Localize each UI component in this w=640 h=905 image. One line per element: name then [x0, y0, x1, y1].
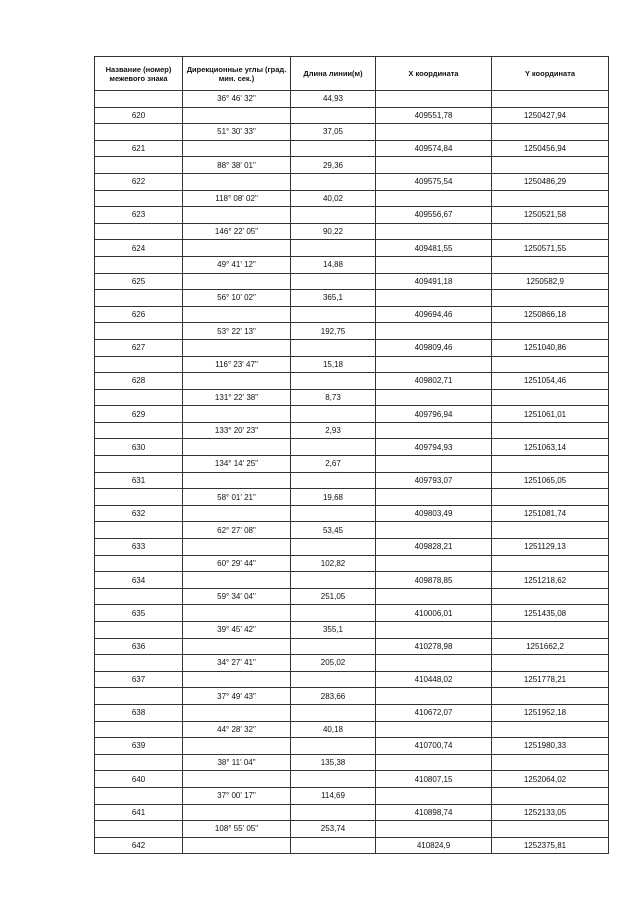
line-length-cell: 2,93: [291, 422, 376, 439]
line-length-cell: 53,45: [291, 522, 376, 539]
mark-name-cell: 622: [95, 173, 183, 190]
segment-row: [95, 323, 609, 340]
empty-cell: [183, 273, 291, 290]
header-mark-name: Название (номер) межевого знака: [95, 57, 183, 91]
direction-angle-cell: 59° 34' 04": [183, 588, 291, 605]
empty-cell: [492, 356, 609, 373]
empty-cell: [492, 489, 609, 506]
direction-angle-cell: 108° 55' 05": [183, 821, 291, 838]
segment-row: [95, 787, 609, 804]
x-coordinate-cell: 410898,74: [376, 804, 492, 821]
line-length-cell: 355,1: [291, 622, 376, 639]
empty-cell: [183, 373, 291, 390]
y-coordinate-cell: 1251063,14: [492, 439, 609, 456]
line-length-cell: 251,05: [291, 588, 376, 605]
empty-cell: [95, 124, 183, 141]
x-coordinate-cell: 409794,93: [376, 439, 492, 456]
point-row: [95, 240, 609, 257]
mark-name-cell: 640: [95, 771, 183, 788]
header-y-coordinate: Y координата: [492, 57, 609, 91]
empty-cell: [183, 671, 291, 688]
empty-cell: [183, 439, 291, 456]
point-row: [95, 837, 609, 854]
point-row: [95, 406, 609, 423]
x-coordinate-cell: 410672,07: [376, 704, 492, 721]
empty-cell: [291, 240, 376, 257]
empty-cell: [291, 837, 376, 854]
empty-cell: [492, 588, 609, 605]
x-coordinate-cell: 410700,74: [376, 738, 492, 755]
empty-cell: [291, 704, 376, 721]
direction-angle-cell: 39° 45' 42": [183, 622, 291, 639]
boundary-marks-table: [94, 56, 609, 854]
x-coordinate-cell: 410006,01: [376, 605, 492, 622]
segment-row: [95, 721, 609, 738]
direction-angle-cell: 116° 23' 47": [183, 356, 291, 373]
x-coordinate-cell: 409491,18: [376, 273, 492, 290]
point-row: [95, 472, 609, 489]
empty-cell: [492, 456, 609, 473]
empty-cell: [95, 787, 183, 804]
empty-cell: [492, 655, 609, 672]
empty-cell: [183, 704, 291, 721]
empty-cell: [492, 422, 609, 439]
mark-name-cell: 636: [95, 638, 183, 655]
x-coordinate-cell: 409796,94: [376, 406, 492, 423]
empty-cell: [183, 107, 291, 124]
empty-cell: [291, 771, 376, 788]
line-length-cell: 8,73: [291, 389, 376, 406]
y-coordinate-cell: 1251040,86: [492, 339, 609, 356]
direction-angle-cell: 60° 29' 44": [183, 555, 291, 572]
empty-cell: [95, 622, 183, 639]
x-coordinate-cell: 410448,02: [376, 671, 492, 688]
empty-cell: [492, 555, 609, 572]
empty-cell: [291, 439, 376, 456]
mark-name-cell: 630: [95, 439, 183, 456]
empty-cell: [376, 157, 492, 174]
empty-cell: [291, 505, 376, 522]
empty-cell: [291, 306, 376, 323]
point-row: [95, 539, 609, 556]
empty-cell: [183, 638, 291, 655]
empty-cell: [291, 339, 376, 356]
line-length-cell: 40,18: [291, 721, 376, 738]
point-row: [95, 173, 609, 190]
empty-cell: [95, 422, 183, 439]
y-coordinate-cell: 1251778,21: [492, 671, 609, 688]
line-length-cell: 37,05: [291, 124, 376, 141]
empty-cell: [183, 140, 291, 157]
empty-cell: [492, 223, 609, 240]
direction-angle-cell: 118° 08' 02": [183, 190, 291, 207]
x-coordinate-cell: 409802,71: [376, 373, 492, 390]
empty-cell: [376, 555, 492, 572]
y-coordinate-cell: 1251218,62: [492, 572, 609, 589]
y-coordinate-cell: 1251952,18: [492, 704, 609, 721]
empty-cell: [376, 290, 492, 307]
empty-cell: [376, 91, 492, 108]
x-coordinate-cell: 409793,07: [376, 472, 492, 489]
empty-cell: [376, 622, 492, 639]
x-coordinate-cell: 409575,54: [376, 173, 492, 190]
direction-angle-cell: 51° 30' 33": [183, 124, 291, 141]
direction-angle-cell: 38° 11' 04": [183, 754, 291, 771]
segment-row: [95, 91, 609, 108]
y-coordinate-cell: 1251081,74: [492, 505, 609, 522]
mark-name-cell: 631: [95, 472, 183, 489]
x-coordinate-cell: 409556,67: [376, 207, 492, 224]
empty-cell: [376, 754, 492, 771]
x-coordinate-cell: 409828,21: [376, 539, 492, 556]
empty-cell: [376, 721, 492, 738]
mark-name-cell: 635: [95, 605, 183, 622]
mark-name-cell: 621: [95, 140, 183, 157]
mark-name-cell: 639: [95, 738, 183, 755]
empty-cell: [376, 787, 492, 804]
empty-cell: [291, 638, 376, 655]
line-length-cell: 205,02: [291, 655, 376, 672]
segment-row: [95, 489, 609, 506]
empty-cell: [183, 240, 291, 257]
empty-cell: [183, 472, 291, 489]
empty-cell: [291, 273, 376, 290]
y-coordinate-cell: 1250427,94: [492, 107, 609, 124]
empty-cell: [376, 688, 492, 705]
point-row: [95, 505, 609, 522]
line-length-cell: 283,66: [291, 688, 376, 705]
direction-angle-cell: 88° 38' 01": [183, 157, 291, 174]
direction-angle-cell: 146° 22' 05": [183, 223, 291, 240]
point-row: [95, 373, 609, 390]
segment-row: [95, 622, 609, 639]
point-row: [95, 273, 609, 290]
x-coordinate-cell: 409551,78: [376, 107, 492, 124]
point-row: [95, 107, 609, 124]
direction-angle-cell: 134° 14' 25": [183, 456, 291, 473]
header-direction-angle: Дирекционные углы (град. мин. сек.): [183, 57, 291, 91]
segment-row: [95, 290, 609, 307]
segment-row: [95, 821, 609, 838]
line-length-cell: 19,68: [291, 489, 376, 506]
line-length-cell: 135,38: [291, 754, 376, 771]
mark-name-cell: 624: [95, 240, 183, 257]
x-coordinate-cell: 409481,55: [376, 240, 492, 257]
empty-cell: [492, 754, 609, 771]
y-coordinate-cell: 1252375,81: [492, 837, 609, 854]
empty-cell: [492, 787, 609, 804]
mark-name-cell: 633: [95, 539, 183, 556]
point-row: [95, 638, 609, 655]
x-coordinate-cell: 409803,49: [376, 505, 492, 522]
empty-cell: [376, 323, 492, 340]
empty-cell: [95, 389, 183, 406]
empty-cell: [492, 821, 609, 838]
mark-name-cell: 641: [95, 804, 183, 821]
empty-cell: [376, 522, 492, 539]
direction-angle-cell: 56° 10' 02": [183, 290, 291, 307]
line-length-cell: 102,82: [291, 555, 376, 572]
empty-cell: [376, 389, 492, 406]
empty-cell: [376, 588, 492, 605]
segment-row: [95, 356, 609, 373]
segment-row: [95, 389, 609, 406]
direction-angle-cell: 58° 01' 21": [183, 489, 291, 506]
empty-cell: [95, 754, 183, 771]
empty-cell: [376, 456, 492, 473]
direction-angle-cell: 131° 22' 38": [183, 389, 291, 406]
line-length-cell: 2,67: [291, 456, 376, 473]
empty-cell: [183, 804, 291, 821]
empty-cell: [183, 738, 291, 755]
segment-row: [95, 422, 609, 439]
empty-cell: [95, 223, 183, 240]
empty-cell: [95, 588, 183, 605]
empty-cell: [376, 655, 492, 672]
empty-cell: [183, 306, 291, 323]
point-row: [95, 671, 609, 688]
line-length-cell: 14,88: [291, 256, 376, 273]
y-coordinate-cell: 1250486,29: [492, 173, 609, 190]
segment-row: [95, 124, 609, 141]
empty-cell: [291, 472, 376, 489]
mark-name-cell: 623: [95, 207, 183, 224]
segment-row: [95, 190, 609, 207]
empty-cell: [183, 505, 291, 522]
empty-cell: [492, 190, 609, 207]
line-length-cell: 29,36: [291, 157, 376, 174]
line-length-cell: 365,1: [291, 290, 376, 307]
mark-name-cell: 628: [95, 373, 183, 390]
y-coordinate-cell: 1250456,94: [492, 140, 609, 157]
y-coordinate-cell: 1250571,55: [492, 240, 609, 257]
x-coordinate-cell: 410824,9: [376, 837, 492, 854]
segment-row: [95, 456, 609, 473]
empty-cell: [291, 804, 376, 821]
x-coordinate-cell: 410278,98: [376, 638, 492, 655]
point-row: [95, 207, 609, 224]
direction-angle-cell: 37° 00' 17": [183, 787, 291, 804]
point-row: [95, 605, 609, 622]
segment-row: [95, 223, 609, 240]
empty-cell: [95, 489, 183, 506]
empty-cell: [376, 356, 492, 373]
empty-cell: [492, 256, 609, 273]
direction-angle-cell: 49° 41' 12": [183, 256, 291, 273]
point-row: [95, 804, 609, 821]
empty-cell: [95, 256, 183, 273]
empty-cell: [95, 356, 183, 373]
point-row: [95, 306, 609, 323]
mark-name-cell: 637: [95, 671, 183, 688]
y-coordinate-cell: 1251662,2: [492, 638, 609, 655]
empty-cell: [95, 655, 183, 672]
empty-cell: [376, 422, 492, 439]
empty-cell: [376, 256, 492, 273]
empty-cell: [492, 323, 609, 340]
empty-cell: [95, 91, 183, 108]
direction-angle-cell: 34° 27' 41": [183, 655, 291, 672]
empty-cell: [95, 157, 183, 174]
segment-row: [95, 655, 609, 672]
point-row: [95, 572, 609, 589]
empty-cell: [492, 688, 609, 705]
empty-cell: [95, 821, 183, 838]
empty-cell: [492, 91, 609, 108]
empty-cell: [376, 821, 492, 838]
empty-cell: [376, 124, 492, 141]
empty-cell: [291, 738, 376, 755]
empty-cell: [291, 173, 376, 190]
empty-cell: [95, 323, 183, 340]
empty-cell: [376, 489, 492, 506]
segment-row: [95, 157, 609, 174]
empty-cell: [95, 190, 183, 207]
empty-cell: [183, 771, 291, 788]
x-coordinate-cell: 409694,46: [376, 306, 492, 323]
line-length-cell: 90,22: [291, 223, 376, 240]
mark-name-cell: 632: [95, 505, 183, 522]
mark-name-cell: 638: [95, 704, 183, 721]
x-coordinate-cell: 409878,85: [376, 572, 492, 589]
empty-cell: [291, 107, 376, 124]
line-length-cell: 114,69: [291, 787, 376, 804]
empty-cell: [492, 622, 609, 639]
segment-row: [95, 522, 609, 539]
empty-cell: [291, 539, 376, 556]
empty-cell: [183, 539, 291, 556]
segment-row: [95, 555, 609, 572]
mark-name-cell: 634: [95, 572, 183, 589]
y-coordinate-cell: 1251980,33: [492, 738, 609, 755]
empty-cell: [492, 389, 609, 406]
x-coordinate-cell: 410807,15: [376, 771, 492, 788]
empty-cell: [183, 406, 291, 423]
empty-cell: [376, 190, 492, 207]
empty-cell: [95, 688, 183, 705]
empty-cell: [291, 605, 376, 622]
empty-cell: [492, 124, 609, 141]
y-coordinate-cell: 1252064,02: [492, 771, 609, 788]
empty-cell: [95, 290, 183, 307]
point-row: [95, 140, 609, 157]
y-coordinate-cell: 1252133,05: [492, 804, 609, 821]
empty-cell: [376, 223, 492, 240]
y-coordinate-cell: 1250866,18: [492, 306, 609, 323]
empty-cell: [183, 605, 291, 622]
empty-cell: [492, 290, 609, 307]
empty-cell: [183, 339, 291, 356]
x-coordinate-cell: 409809,46: [376, 339, 492, 356]
table-header-row: [95, 57, 609, 91]
empty-cell: [291, 373, 376, 390]
y-coordinate-cell: 1251054,46: [492, 373, 609, 390]
empty-cell: [183, 837, 291, 854]
y-coordinate-cell: 1251435,08: [492, 605, 609, 622]
empty-cell: [95, 555, 183, 572]
empty-cell: [291, 572, 376, 589]
mark-name-cell: 620: [95, 107, 183, 124]
y-coordinate-cell: 1251129,13: [492, 539, 609, 556]
empty-cell: [291, 207, 376, 224]
empty-cell: [492, 522, 609, 539]
mark-name-cell: 629: [95, 406, 183, 423]
mark-name-cell: 627: [95, 339, 183, 356]
mark-name-cell: 626: [95, 306, 183, 323]
segment-row: [95, 588, 609, 605]
line-length-cell: 253,74: [291, 821, 376, 838]
y-coordinate-cell: 1251065,05: [492, 472, 609, 489]
segment-row: [95, 256, 609, 273]
mark-name-cell: 642: [95, 837, 183, 854]
empty-cell: [492, 157, 609, 174]
empty-cell: [291, 406, 376, 423]
direction-angle-cell: 62° 27' 08": [183, 522, 291, 539]
table-body: [95, 91, 609, 854]
point-row: [95, 339, 609, 356]
mark-name-cell: 625: [95, 273, 183, 290]
header-line-length: Длина линии(м): [291, 57, 376, 91]
point-row: [95, 704, 609, 721]
point-row: [95, 771, 609, 788]
segment-row: [95, 754, 609, 771]
empty-cell: [95, 522, 183, 539]
empty-cell: [183, 207, 291, 224]
line-length-cell: 44,93: [291, 91, 376, 108]
empty-cell: [95, 456, 183, 473]
header-x-coordinate: X координата: [376, 57, 492, 91]
y-coordinate-cell: 1250521,58: [492, 207, 609, 224]
segment-row: [95, 688, 609, 705]
direction-angle-cell: 44° 28' 32": [183, 721, 291, 738]
direction-angle-cell: 53° 22' 13": [183, 323, 291, 340]
direction-angle-cell: 36° 46' 32": [183, 91, 291, 108]
empty-cell: [492, 721, 609, 738]
direction-angle-cell: 37° 49' 43": [183, 688, 291, 705]
empty-cell: [95, 721, 183, 738]
line-length-cell: 192,75: [291, 323, 376, 340]
direction-angle-cell: 133° 20' 23": [183, 422, 291, 439]
line-length-cell: 40,02: [291, 190, 376, 207]
y-coordinate-cell: 1250582,9: [492, 273, 609, 290]
point-row: [95, 439, 609, 456]
empty-cell: [183, 572, 291, 589]
y-coordinate-cell: 1251061,01: [492, 406, 609, 423]
x-coordinate-cell: 409574,84: [376, 140, 492, 157]
empty-cell: [291, 671, 376, 688]
empty-cell: [291, 140, 376, 157]
point-row: [95, 738, 609, 755]
empty-cell: [183, 173, 291, 190]
line-length-cell: 15,18: [291, 356, 376, 373]
